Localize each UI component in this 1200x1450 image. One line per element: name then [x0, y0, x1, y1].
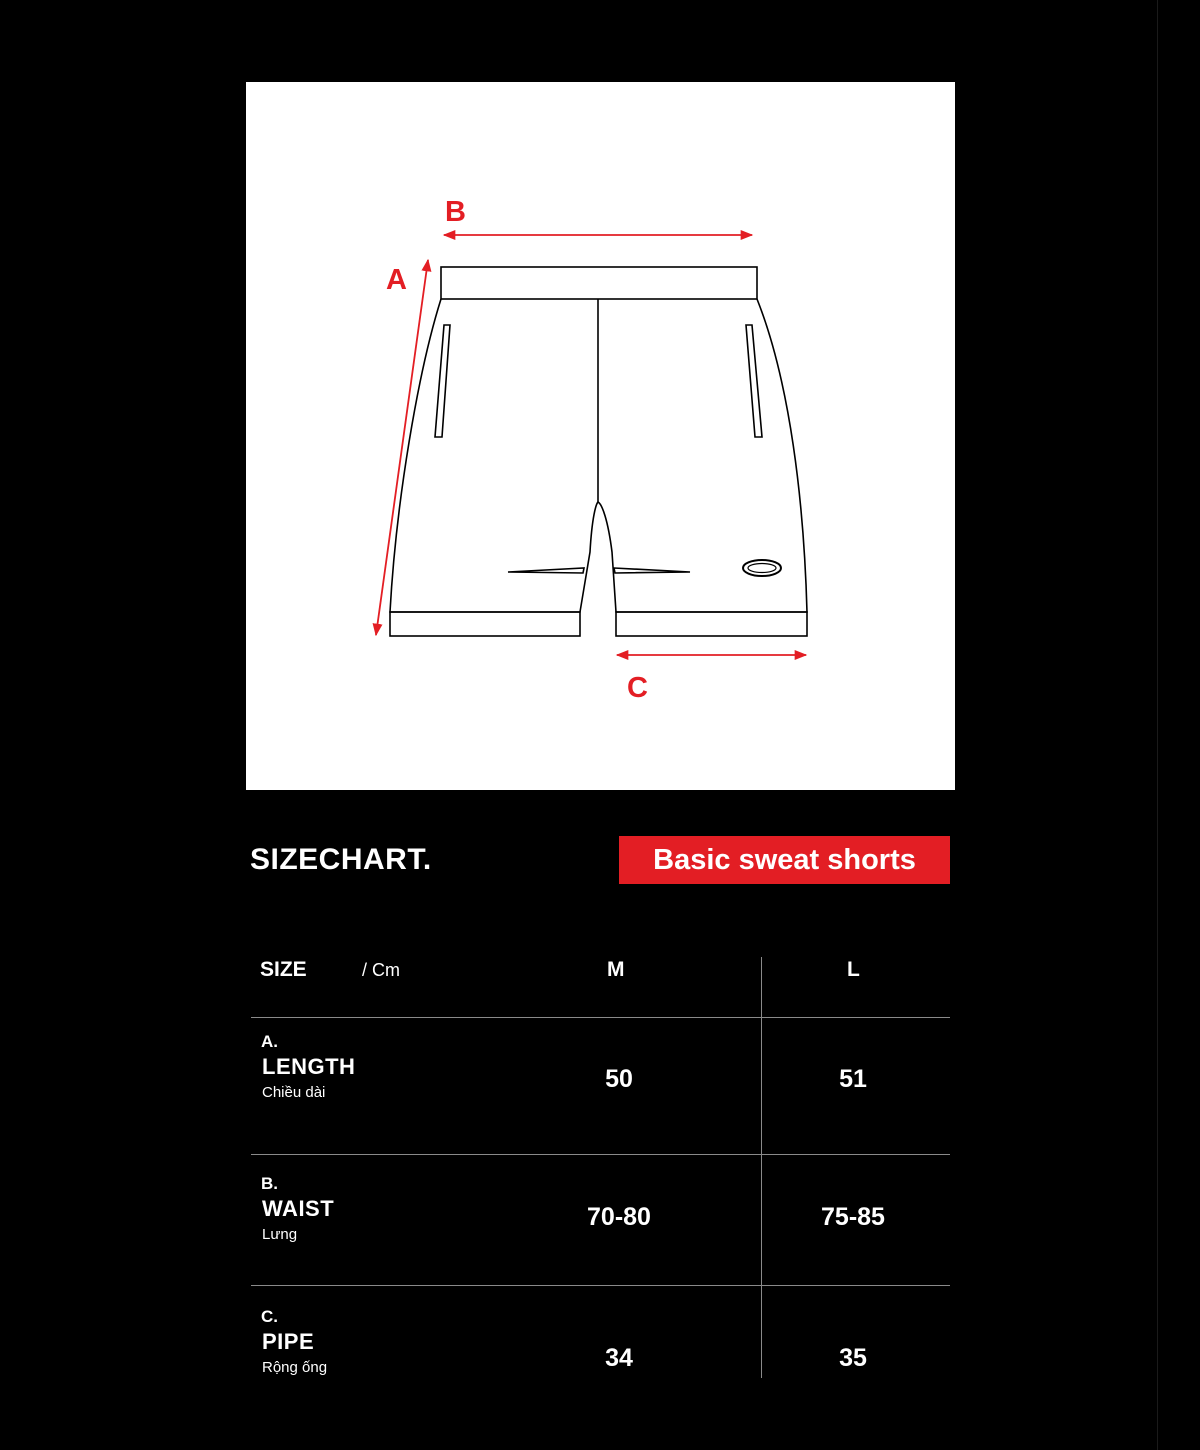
value-l: 51	[839, 1065, 867, 1093]
dimension-label-b: B	[445, 196, 466, 228]
logo-patch	[743, 560, 781, 576]
row-vietnamese-label: Lưng	[262, 1226, 298, 1243]
dimension-label-a: A	[386, 264, 407, 296]
column-header-l: L	[847, 958, 860, 981]
value-l: 35	[839, 1344, 867, 1372]
sizechart-title: SIZECHART.	[250, 843, 432, 876]
right-pocket	[746, 325, 762, 437]
shorts-diagram	[246, 82, 955, 790]
right-hem	[616, 612, 807, 636]
row-divider	[251, 1285, 950, 1286]
value-m: 70-80	[587, 1203, 651, 1231]
value-m: 50	[605, 1065, 633, 1093]
shorts-outline	[390, 267, 807, 636]
column-header-m: M	[607, 958, 625, 981]
right-edge-divider	[1157, 0, 1158, 1450]
row-vietnamese-label: Rộng ống	[262, 1359, 328, 1376]
shorts-diagram-panel	[246, 82, 955, 790]
left-pocket	[435, 325, 450, 437]
row-name: WAIST	[262, 1196, 335, 1221]
dimension-label-c: C	[627, 672, 648, 704]
row-vietnamese-label: Chiều dài	[262, 1084, 326, 1101]
row-name: PIPE	[262, 1329, 315, 1354]
right-slit	[614, 568, 690, 573]
column-divider	[761, 957, 762, 1378]
row-letter: B.	[261, 1174, 278, 1193]
size-header: SIZE	[260, 958, 307, 981]
waistband	[441, 267, 757, 299]
arrow-a	[376, 260, 428, 635]
left-slit	[508, 568, 584, 573]
value-m: 34	[605, 1344, 633, 1372]
row-divider	[251, 1017, 950, 1018]
size-table	[251, 950, 950, 1390]
row-name: LENGTH	[262, 1054, 356, 1079]
value-l: 75-85	[821, 1203, 885, 1231]
product-name-badge: Basic sweat shorts	[619, 836, 950, 884]
row-letter: C.	[261, 1307, 278, 1326]
unit-header: / Cm	[362, 960, 400, 980]
row-letter: A.	[261, 1032, 278, 1051]
left-hem	[390, 612, 580, 636]
row-divider	[251, 1154, 950, 1155]
